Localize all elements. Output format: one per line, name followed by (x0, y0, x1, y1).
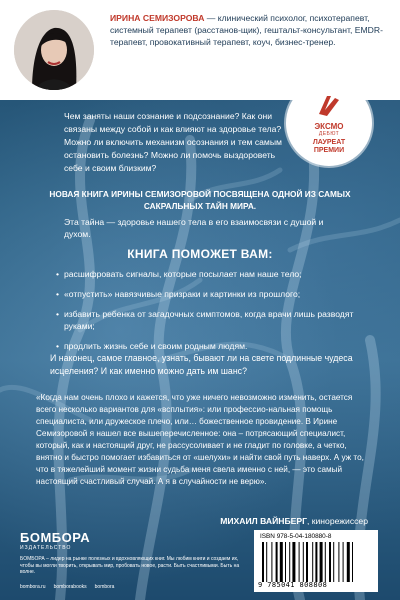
highlight-text: НОВАЯ КНИГА ИРИНЫ СЕМИЗОРОВОЙ ПОСВЯЩЕНА ОДНОЙ ИЗ САМЫХ САКРАЛЬНЫХ ТАЙН МИРА. (49, 189, 351, 211)
review-quote: «Когда нам очень плохо и кажется, что уже ничего невозможно изменить, остается всего несколько вариантов для «всплытия»: или профессио-нальная помощь специалиста, или дружеское плечо, или… божественное провидение. В Ирине Семизоровой я нашел все вышеперечисленное: она – потрясающий специалист, который, как и настоящий друг, не рассусоливает и не гладит по головке, а четко, внятно и быстро помогает избавиться от «шелухи» и найти свой путь наверх. А уж то, что в тяжелейший момент жизни судьба меня свела именно с ней, — это самый настоящий счастливый случай. А я в случайности не верю». (36, 393, 364, 486)
isbn-label: ISBN 978-5-04-180880-8 (260, 533, 332, 540)
quote-author (0, 516, 368, 526)
publisher-text: БОМБОРА – лидер на рынке полезных и вдохновляющих книг. Мы любим книги и создаем их, чтобы вы могли творить, открывать мир, пробовать новое, расти. Быть счастливыми. Быть на волне. (20, 556, 240, 575)
isbn-barcode-box (254, 530, 378, 592)
help-list-item: • расшифровать сигналы, которые посылает нам наше тело; (56, 268, 356, 288)
publisher-name: БОМБОРА (20, 530, 91, 545)
barcode-icon (260, 542, 372, 582)
quote-author-role: , кинорежиссер (306, 516, 368, 526)
badge-laureate-line1: ЛАУРЕАТ (312, 138, 346, 146)
publisher-socials (20, 584, 240, 590)
publisher-logo (20, 530, 90, 551)
badge-laureate (313, 139, 345, 155)
author-bio (110, 12, 395, 48)
barcode-digits: 9 785041 808808 (258, 581, 328, 589)
help-title: КНИГА ПОМОЖЕТ ВАМ: (127, 247, 273, 261)
social-link-website[interactable]: bombora.ru (20, 584, 46, 590)
author-name: ИРИНА СЕМИЗОРОВА (110, 13, 205, 23)
help-list-item: • избавить ребенка от загадочных симптомов, когда врачи лишь разводят руками; (56, 308, 356, 340)
help-list-item: • «отпустить» навязчивые призраки и картинки из прошлого; (56, 288, 356, 308)
quote-author-name: МИХАИЛ ВАЙНБЕРГ (220, 516, 307, 526)
badge-sub: ДЕБЮТ (318, 130, 340, 137)
social-link-instagram[interactable]: bombora (94, 584, 115, 590)
eksmo-award-badge (286, 80, 372, 166)
badge-laureate-line2: ПРЕМИИ (313, 146, 345, 154)
badge-brand: ЭКСМО (314, 121, 344, 131)
social-link-vk[interactable]: bomborabooks (53, 584, 87, 590)
finale-paragraph: И наконец, самое главное, узнать, бывают ли на свете подлинные чудеса исцеления? И как именно можно дать им шанс? (50, 353, 353, 376)
help-list (56, 268, 356, 360)
secret-paragraph: Эта тайна — здоровье нашего тела в его взаимосвязи с душой и духом. (64, 217, 324, 239)
eksmo-logo-icon (315, 92, 343, 120)
author-photo (14, 10, 94, 90)
publisher-sub: ИЗДАТЕЛЬСТВО (20, 545, 72, 551)
intro-paragraph: Чем заняты наши сознание и подсознание? Как они связаны между собой и как влияют на здоровье тела? Можно ли включить механизм осознания и тем самым остановить болезнь? Можно ли помочь выздороветь себе и своим близким? (64, 111, 282, 173)
author-bio-text: — клинический психолог, психотерапевт, системный терапевт (расстанов-щик), гештальт-консультант, EMDR-терапевт, провокативный терапевт, коуч, бизнес-тренер. (110, 13, 383, 47)
help-list-item: • продлить жизнь себе и своим родным людям. (56, 340, 356, 360)
